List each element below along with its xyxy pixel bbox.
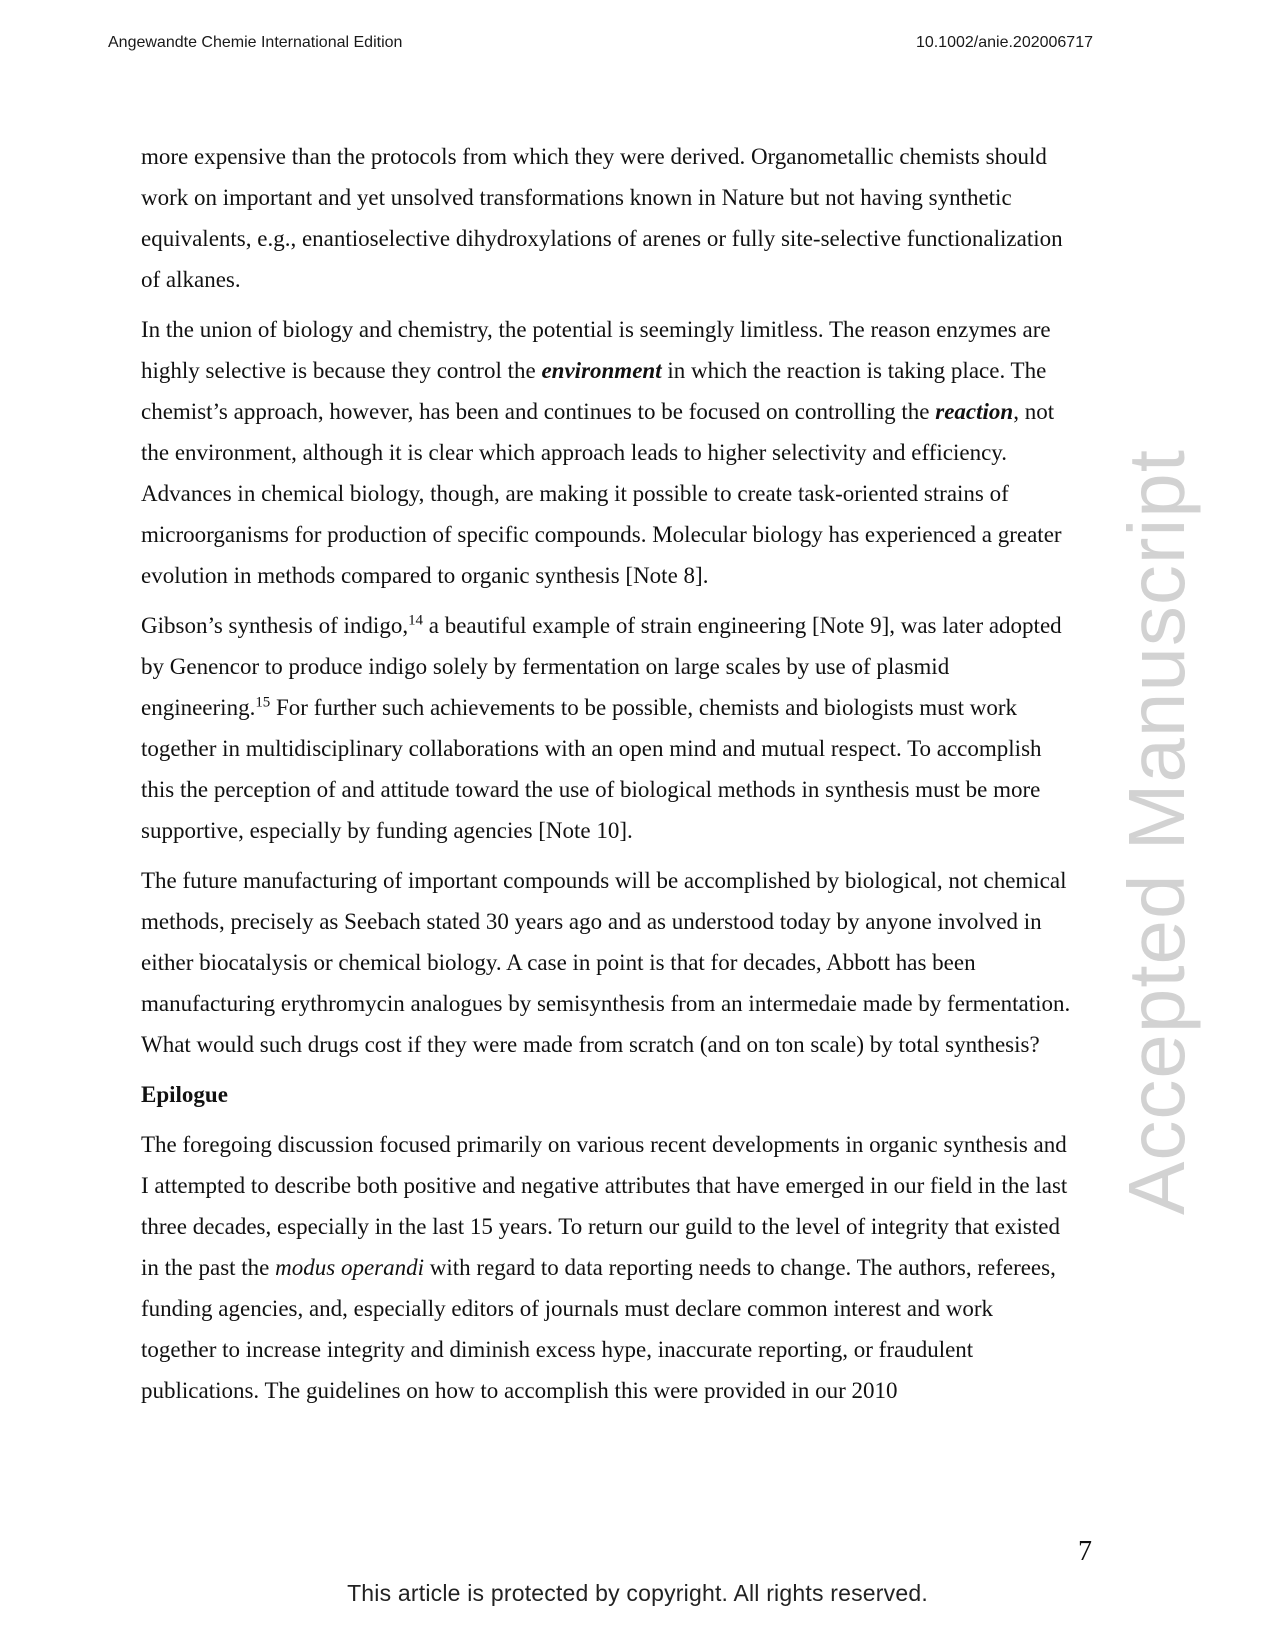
text-run: The future manufacturing of important compounds will be accomplished by biological, not chemical methods, precisely as Seebach stated 30 years ago and as understood today by anyone involved in either biocatalysis or chemical biology. A case in point is that for decades, Abbott has been manufacturing erythromycin analogues by semisynthesis from an intermedaie made by fermentation. What would such drugs cost if they were made from scratch (and on ton scale) by total synthesis? — [141, 868, 1071, 1057]
page-header — [108, 34, 1093, 52]
section-heading — [141, 1074, 1074, 1115]
text-run: 14 — [408, 612, 424, 629]
document-body — [141, 136, 1074, 1420]
text-run: 15 — [255, 694, 271, 711]
text-run: For further such achievements to be possible, chemists and biologists must work together in multidisciplinary collaborations with an open mind and mutual respect. To accomplish this the perception of and attitude toward the use of biological methods in synthesis must be more supportive, especially by funding agencies [Note 10]. — [141, 695, 1042, 843]
text-run: Epilogue — [141, 1082, 228, 1107]
paragraph — [141, 605, 1074, 851]
copyright-notice: This article is protected by copyright. All rights reserved. — [347, 1580, 928, 1606]
doi-label: 10.1002/anie.202006717 — [915, 34, 1093, 51]
text-run: reaction — [935, 399, 1014, 424]
text-run: a beautiful example of strain engineering [Note 9], was later adopted by Genencor to produce indigo solely by fermentation on large scales by use of plasmid engineering. — [141, 613, 1062, 720]
text-run: In the union of biology and chemistry, the potential is seemingly limitless. The reason enzymes are highly selective is because they control the — [141, 317, 1051, 383]
text-run: more expensive than the protocols from which they were derived. Organometallic chemists should work on important and yet unsolved transformations known in Nature but not having synthetic equivalents, e.g., enantioselective dihydroxylations of arenes or fully site-selective functionalization of alkanes. — [141, 144, 1063, 292]
accepted-manuscript-watermark: Accepted Manuscript — [1112, 448, 1201, 1216]
journal-title: Angewandte Chemie International Edition — [108, 34, 403, 51]
text-run: , not the environment, although it is clear which approach leads to higher selectivity and efficiency. Advances in chemical biology, though, are making it possible to create task-oriented strains of microorganisms for production of specific compounds. Molecular biology has experienced a greater evolution in methods compared to organic synthesis [Note 8]. — [141, 399, 1062, 588]
text-run: The foregoing discussion focused primarily on various recent developments in organic synthesis and I attempted to describe both positive and negative attributes that have emerged in our field in the last three decades, especially in the last 15 years. To return our guild to the level of integrity that existed in the past the — [141, 1132, 1068, 1280]
paragraph — [141, 136, 1074, 300]
text-run: environment — [541, 358, 662, 383]
paragraph — [141, 309, 1074, 596]
text-run: Gibson’s synthesis of indigo, — [141, 613, 409, 638]
paragraph — [141, 860, 1074, 1065]
page-number: 7 — [1078, 1536, 1092, 1567]
text-run: modus operandi — [275, 1255, 425, 1280]
text-run: in which the reaction is taking place. The chemist’s approach, however, has been and continues to be focused on controlling the — [141, 358, 1047, 424]
paragraph — [141, 1124, 1074, 1411]
text-run: with regard to data reporting needs to change. The authors, referees, funding agencies, and, especially editors of journals must declare common interest and work together to increase integrity and diminish excess hype, inaccurate reporting, or fraudulent publications. The guidelines on how to accomplish this were provided in our 2010 — [141, 1255, 1056, 1403]
